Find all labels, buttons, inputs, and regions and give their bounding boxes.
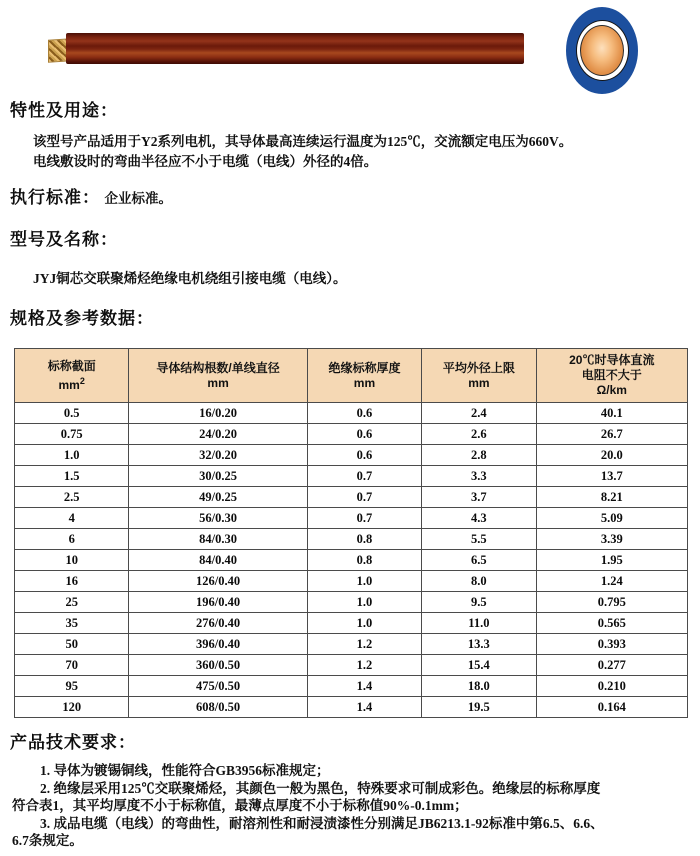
table-cell: 0.7 [307,487,421,508]
header-row [15,349,688,403]
features-paragraph [33,132,700,172]
spec-table-header [15,349,688,403]
table-cell: 49/0.25 [129,487,307,508]
table-cell: 70 [15,655,129,676]
table-cell: 0.795 [536,592,687,613]
table-cell: 276/0.40 [129,613,307,634]
requirements-list [0,762,700,850]
col-header-unit: $mm^2$ [58,375,85,392]
table-cell: 8.0 [422,571,536,592]
table-cell: 95 [15,676,129,697]
table-cell: 360/0.50 [129,655,307,676]
table-row [15,550,688,571]
table-cell: 1.0 [307,592,421,613]
table-row [15,529,688,550]
table-cell: 0.6 [307,403,421,424]
features-line: 该型号产品适用于Y2系列电机，其导体最高连续运行温度为125℃，交流额定电压为660V。 [33,134,573,149]
table-row [15,487,688,508]
section-heading-standard: 执行标准： [10,188,100,207]
table-cell: 2.4 [422,403,536,424]
table-cell: 0.7 [307,508,421,529]
table-row [15,697,688,718]
model-row [0,229,700,289]
table-cell: 0.277 [536,655,687,676]
table-cell: 5.09 [536,508,687,529]
col-header-title: 电阻不大于 [581,368,642,382]
col-header-title: 平均外径上限 [442,360,515,375]
table-cell: 1.95 [536,550,687,571]
insulation-ring [576,20,629,81]
table-cell: 9.5 [422,592,536,613]
table-row [15,634,688,655]
product-images [0,0,700,100]
table-cell: 1.4 [307,676,421,697]
table-row [15,613,688,634]
table-cell: 0.393 [536,634,687,655]
section-heading-model: 型号及名称： [10,230,118,249]
table-cell: 3.39 [536,529,687,550]
table-row [15,403,688,424]
requirement-line: 1. 导体为镀锡铜线，性能符合GB3956标准规定； [40,763,330,778]
table-cell: 4 [15,508,129,529]
table-cell: 0.8 [307,529,421,550]
col-header-title: 绝缘标称厚度 [328,360,401,375]
col-header-nominal-section [15,349,129,403]
table-cell: 5.5 [422,529,536,550]
copper-core [580,25,624,76]
requirement-line: 符合表1，其平均厚度不小于标称值，最薄点厚度不小于标称值90%-0.1mm； [12,798,468,813]
specs-row [0,308,700,329]
table-cell: 1.0 [15,445,129,466]
table-cell: 3.7 [422,487,536,508]
section-heading-specs: 规格及参考数据： [10,309,154,328]
table-cell: 25 [15,592,129,613]
table-cell: 16/0.20 [129,403,307,424]
table-row [15,592,688,613]
table-cell: 1.4 [307,697,421,718]
col-header-title: 标称截面 [47,358,96,373]
table-cell: 120 [15,697,129,718]
table-cell: 0.75 [15,424,129,445]
table-cell: 0.210 [536,676,687,697]
table-cell: 10 [15,550,129,571]
table-cell: 84/0.40 [129,550,307,571]
table-cell: 32/0.20 [129,445,307,466]
standard-value: 企业标准。 [104,191,172,206]
requirement-line: 3. 成品电缆（电线）的弯曲性，耐溶剂性和耐浸渍漆性分别满足JB6213.1-92标准中第6.5、6.6、 [40,815,604,831]
col-header-unit: mm [353,375,376,390]
table-cell: 608/0.50 [129,697,307,718]
table-cell: 20.0 [536,445,687,466]
table-cell: 4.3 [422,508,536,529]
spec-table-body [15,403,688,718]
table-cell: 1.2 [307,634,421,655]
table-row [15,508,688,529]
table-row [15,571,688,592]
cable-cross-section [566,7,638,94]
table-cell: 50 [15,634,129,655]
table-cell: 3.3 [422,466,536,487]
table-cell: 19.5 [422,697,536,718]
table-cell: 1.5 [15,466,129,487]
section-heading-features: 特性及用途： [10,101,118,120]
table-cell: 8.21 [536,487,687,508]
requirements-section [0,732,700,850]
table-cell: 26.7 [536,424,687,445]
table-cell: 2.8 [422,445,536,466]
col-header-title: 20℃时导体直流 [569,353,655,367]
table-cell: 1.0 [307,613,421,634]
table-cell: 18.0 [422,676,536,697]
table-cell: 6 [15,529,129,550]
cable-jacket [66,33,524,64]
standard-row [10,187,700,208]
col-header-unit: mm [207,375,229,390]
table-cell: 126/0.40 [129,571,307,592]
table-cell: 40.1 [536,403,687,424]
spec-table [14,348,688,718]
col-header-title: 导体结构根数/单线直径 [156,360,280,375]
table-cell: 196/0.40 [129,592,307,613]
table-row [15,424,688,445]
table-cell: 24/0.20 [129,424,307,445]
col-header-mean-outer-diameter [422,349,536,403]
table-cell: 11.0 [422,613,536,634]
table-cell: 2.6 [422,424,536,445]
table-cell: 56/0.30 [129,508,307,529]
table-cell: 6.5 [422,550,536,571]
table-cell: 13.3 [422,634,536,655]
table-cell: 1.24 [536,571,687,592]
col-header-conductor-structure [129,349,307,403]
table-cell: 2.5 [15,487,129,508]
table-row [15,655,688,676]
table-row [15,445,688,466]
table-cell: 35 [15,613,129,634]
table-cell: 15.4 [422,655,536,676]
col-header-dc-resistance [536,349,687,403]
col-header-insulation-thickness [307,349,421,403]
table-cell: 0.6 [307,445,421,466]
col-header-unit: Ω/km [596,383,627,397]
table-cell: 0.565 [536,613,687,634]
requirement-line: 2. 绝缘层采用125℃交联聚烯烃，其颜色一般为黑色，特殊要求可制成彩色。绝缘层的标称厚度 [40,780,601,796]
table-cell: 0.164 [536,697,687,718]
table-cell: 1.2 [307,655,421,676]
table-cell: 0.6 [307,424,421,445]
table-cell: 16 [15,571,129,592]
table-cell: 0.8 [307,550,421,571]
table-row [15,466,688,487]
features-line: 电线敷设时的弯曲半径应不小于电缆（电线）外径的4倍。 [33,154,378,169]
section-heading-requirements: 产品技术要求： [10,733,136,752]
model-name: JYJ铜芯交联聚烯烃绝缘电机绕组引接电缆（电线）。 [33,271,347,286]
col-header-unit: mm [468,375,490,390]
table-cell: 0.7 [307,466,421,487]
table-cell: 475/0.50 [129,676,307,697]
table-cell: 84/0.30 [129,529,307,550]
table-cell: 0.5 [15,403,129,424]
table-cell: 30/0.25 [129,466,307,487]
requirement-line: 6.7条规定。 [12,833,83,848]
table-row [15,676,688,697]
table-cell: 396/0.40 [129,634,307,655]
table-cell: 13.7 [536,466,687,487]
table-cell: 1.0 [307,571,421,592]
